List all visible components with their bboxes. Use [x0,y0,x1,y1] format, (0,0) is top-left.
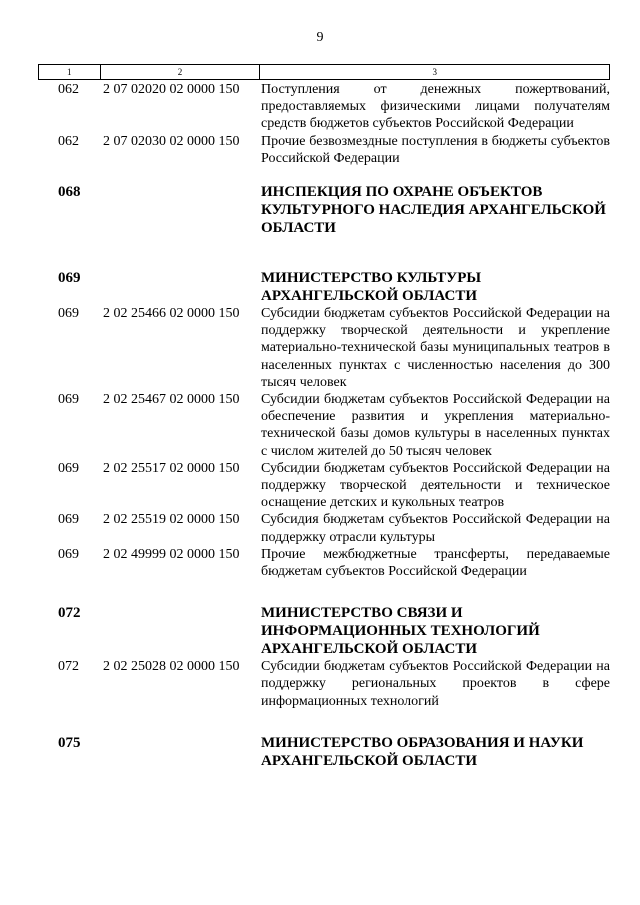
admin-code: 062 [58,133,79,149]
column-header-row [39,65,610,80]
revenue-description: Прочие безвозмездные поступления в бюджеты субъектов Российской Федерации [261,133,610,166]
table-row [38,305,610,391]
revenue-code [99,604,259,658]
revenue-code-list [38,81,610,770]
column-header-1: 1 [39,65,101,80]
admin-code: 062 [58,82,79,97]
column-header-2: 2 [100,65,260,80]
revenue-code [99,734,259,770]
revenue-code: 2 02 25466 02 0000 150 [103,306,240,322]
revenue-description: Субсидии бюджетам субъектов Российской Федерации на поддержку региональных проектов в сфере информационных технологий [261,659,610,709]
revenue-description: Субсидии бюджетам субъектов Российской Федерации на поддержку творческой деятельности и техническое оснащение детских и кукольных театров [261,460,610,511]
section-heading-row [38,604,610,658]
column-header-3: 3 [260,65,610,80]
revenue-code [99,183,259,237]
section-heading-row [38,183,610,237]
revenue-code: 2 02 25519 02 0000 150 [103,512,240,528]
table-row [38,460,610,512]
admin-code: 069 [58,460,79,476]
admin-code: 069 [58,270,81,287]
admin-code: 072 [58,659,79,675]
revenue-code: 2 02 49999 02 0000 150 [103,546,240,562]
table-row [38,658,610,710]
section-heading-row [38,734,610,770]
admin-code: 072 [58,605,81,622]
column-header-table [38,64,610,80]
table-row [38,133,610,167]
admin-code: 069 [58,306,79,322]
admin-code: 068 [58,184,81,201]
admin-code: 069 [58,546,79,562]
revenue-code [99,269,259,305]
administrator-name: МИНИСТЕРСТВО СВЯЗИ И ИНФОРМАЦИОННЫХ ТЕХНОЛОГИЙ АРХАНГЕЛЬСКОЙ ОБЛАСТИ [261,605,540,658]
revenue-code: 2 07 02020 02 0000 150 [103,82,240,97]
administrator-name: МИНИСТЕРСТВО КУЛЬТУРЫ АРХАНГЕЛЬСКОЙ ОБЛАСТИ [261,270,482,305]
section-heading-row [38,269,610,305]
revenue-code: 2 07 02030 02 0000 150 [103,133,240,149]
page-number: 9 [316,30,324,45]
admin-code: 069 [58,512,79,528]
table-row [38,511,610,545]
revenue-description: Субсидии бюджетам субъектов Российской Федерации на поддержку творческой деятельности и укрепление материально-технической базы муниципальных театров в населенных пунктах с численностью населения до 300 тысяч человек [261,306,610,390]
revenue-description: Субсидия бюджетам субъектов Российской Федерации на поддержку отрасли культуры [261,512,610,545]
table-row [38,546,610,580]
revenue-code: 2 02 25467 02 0000 150 [103,392,240,408]
revenue-code: 2 02 25517 02 0000 150 [103,460,240,476]
revenue-description: Субсидии бюджетам субъектов Российской Федерации на обеспечение развития и укрепления материально-технической базы домов культуры в населенных пунктах с числом жителей до 50 тысяч человек [261,392,610,459]
administrator-name: МИНИСТЕРСТВО ОБРАЗОВАНИЯ И НАУКИ АРХАНГЕЛЬСКОЙ ОБЛАСТИ [261,734,584,769]
revenue-code: 2 02 25028 02 0000 150 [103,659,240,675]
admin-code: 075 [58,734,81,751]
table-row [38,81,610,133]
admin-code: 069 [58,392,79,408]
table-row [38,391,610,460]
revenue-description: Поступления от денежных пожертвований, предоставляемых физическими лицами получателям средств бюджетов субъектов Российской Федерации [261,82,610,132]
administrator-name: ИНСПЕКЦИЯ ПО ОХРАНЕ ОБЪЕКТОВ КУЛЬТУРНОГО НАСЛЕДИЯ АРХАНГЕЛЬСКОЙ ОБЛАСТИ [261,184,606,237]
revenue-description: Прочие межбюджетные трансферты, передаваемые бюджетам субъектов Российской Федерации [261,546,610,580]
